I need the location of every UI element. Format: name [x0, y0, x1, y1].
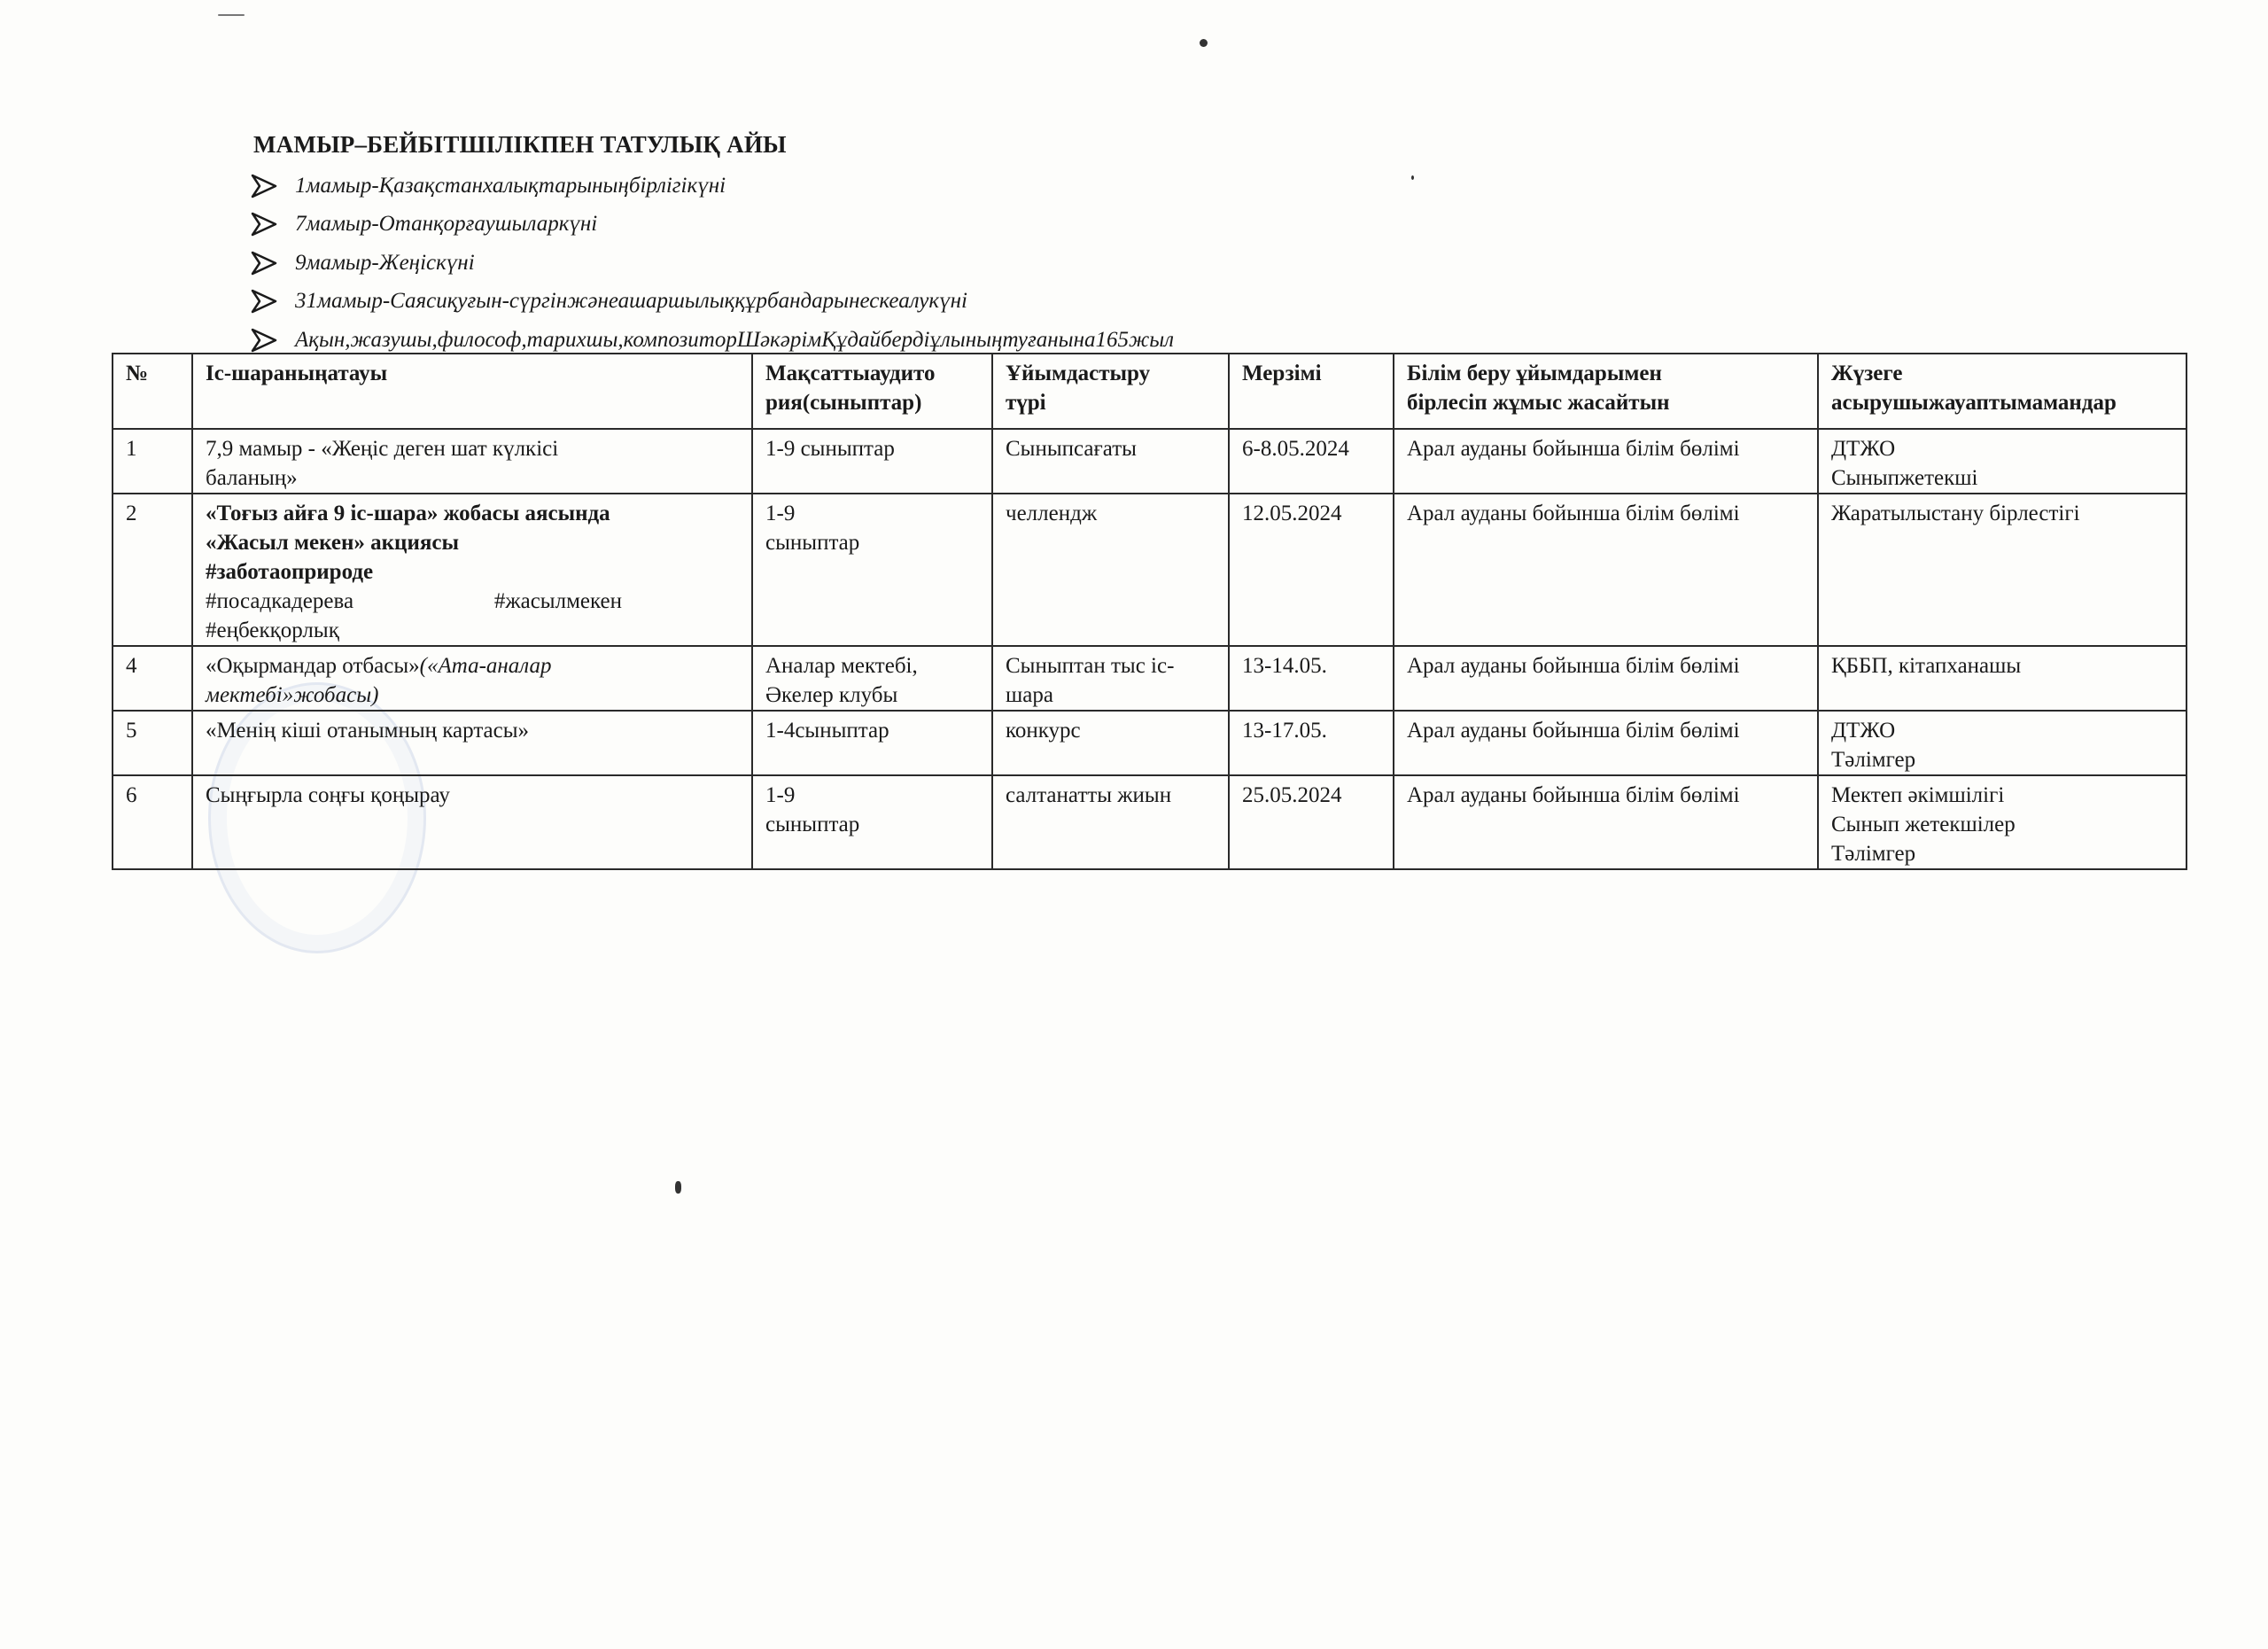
row-num: 2: [113, 494, 192, 646]
table-row: [113, 711, 2186, 775]
row-date: 25.05.2024: [1229, 775, 1394, 869]
row-responsible: ДТЖО Сыныпжетекші: [1818, 429, 2186, 494]
row-responsible: ДТЖО Тәлімгер: [1818, 711, 2186, 775]
row-responsible: Жаратылыстану бірлестігі: [1818, 494, 2186, 646]
row-partner: Арал ауданы бойынша білім бөлімі: [1394, 429, 1818, 494]
table-row: [113, 429, 2186, 494]
page-title: МАМЫР–БЕЙБІТШІЛІКПЕН ТАТУЛЫҚ АЙЫ: [253, 131, 787, 158]
header-responsible: Жүзеге асырушыжауаптымамандар: [1818, 354, 2186, 429]
list-item: [251, 206, 1174, 245]
list-item: [251, 283, 1174, 322]
row-date: 12.05.2024: [1229, 494, 1394, 646]
row-audience: Аналар мектебі, Әкелер клубы: [752, 646, 992, 711]
row-form: Сыныптан тыс іс- шара: [992, 646, 1229, 711]
header-audience: Мақсаттыаудито рия(сыныптар): [752, 354, 992, 429]
header-partner: Білім беру ұйымдарымен бірлесіп жұмыс жасайтын: [1394, 354, 1818, 429]
header-num: №: [113, 354, 192, 429]
dates-list: [251, 167, 1174, 360]
row-num: 6: [113, 775, 192, 869]
date-item-text: 1мамыр-Қазақстанхалықтарыныңбірлігікүні: [295, 173, 726, 198]
row-audience: 1-4сыныптар: [752, 711, 992, 775]
row-date: 6-8.05.2024: [1229, 429, 1394, 494]
row-event: Сыңғырла соңғы қоңырау: [192, 775, 752, 869]
row-audience: 1-9 сыныптар: [752, 429, 992, 494]
row-date: 13-14.05.: [1229, 646, 1394, 711]
row-partner: Арал ауданы бойынша білім бөлімі: [1394, 646, 1818, 711]
row-date: 13-17.05.: [1229, 711, 1394, 775]
header-date: Мерзімі: [1229, 354, 1394, 429]
date-item-text: 7мамыр-Отанқорғаушыларкүні: [295, 212, 598, 237]
row-form: конкурс: [992, 711, 1229, 775]
scan-speck: [1411, 175, 1414, 180]
scan-speck: [675, 1181, 681, 1194]
arrow-bullet-icon: [251, 174, 295, 198]
header-form: Ұйымдастыру түрі: [992, 354, 1229, 429]
row-audience: 1-9 сыныптар: [752, 775, 992, 869]
row-num: 4: [113, 646, 192, 711]
table-row: [113, 775, 2186, 869]
list-item: [251, 244, 1174, 283]
row-event: 7,9 мамыр - «Жеңіс деген шат күлкісі баланың»: [192, 429, 752, 494]
table-row: [113, 494, 2186, 646]
row-partner: Арал ауданы бойынша білім бөлімі: [1394, 711, 1818, 775]
row-event: «Тоғыз айға 9 іс-шара» жобасы аясында «Жасыл мекен» акциясы #заботаоприроде #посадкадерева #жасылмекен #еңбекқорлық: [192, 494, 752, 646]
scan-speck: [218, 14, 245, 16]
row-audience: 1-9 сыныптар: [752, 494, 992, 646]
table-header-row: [113, 354, 2186, 429]
header-event: Іс-шараныңатауы: [192, 354, 752, 429]
row-form: Сыныпсағаты: [992, 429, 1229, 494]
row-form: челлендж: [992, 494, 1229, 646]
row-form: салтанатты жиын: [992, 775, 1229, 869]
row-event: «Оқырмандар отбасы»(«Ата-аналар мектебі»жобасы): [192, 646, 752, 711]
table-row: [113, 646, 2186, 711]
row-partner: Арал ауданы бойынша білім бөлімі: [1394, 775, 1818, 869]
arrow-bullet-icon: [251, 212, 295, 237]
date-item-text: 9мамыр-Жеңіскүні: [295, 250, 475, 275]
arrow-bullet-icon: [251, 251, 295, 276]
row-num: 1: [113, 429, 192, 494]
date-item-text: 31мамыр-Саясиқуғын-сүргінжәнеашаршылыққұрбандарынескеалукүні: [295, 289, 967, 314]
arrow-bullet-icon: [251, 289, 295, 314]
date-item-text: Ақын,жазушы,философ,тарихшы,композиторШәкәрімҚұдайбердіұлыныңтуғанына165жыл: [295, 327, 1175, 352]
row-num: 5: [113, 711, 192, 775]
row-event: «Менің кіші отанымның картасы»: [192, 711, 752, 775]
row-responsible: Мектеп әкімшілігі Сынып жетекшілер Тәлімгер: [1818, 775, 2186, 869]
list-item: [251, 167, 1174, 206]
events-table: [112, 353, 2187, 870]
row-partner: Арал ауданы бойынша білім бөлімі: [1394, 494, 1818, 646]
row-responsible: ҚББП, кітапханашы: [1818, 646, 2186, 711]
arrow-bullet-icon: [251, 328, 295, 353]
scan-speck: [1200, 39, 1208, 47]
